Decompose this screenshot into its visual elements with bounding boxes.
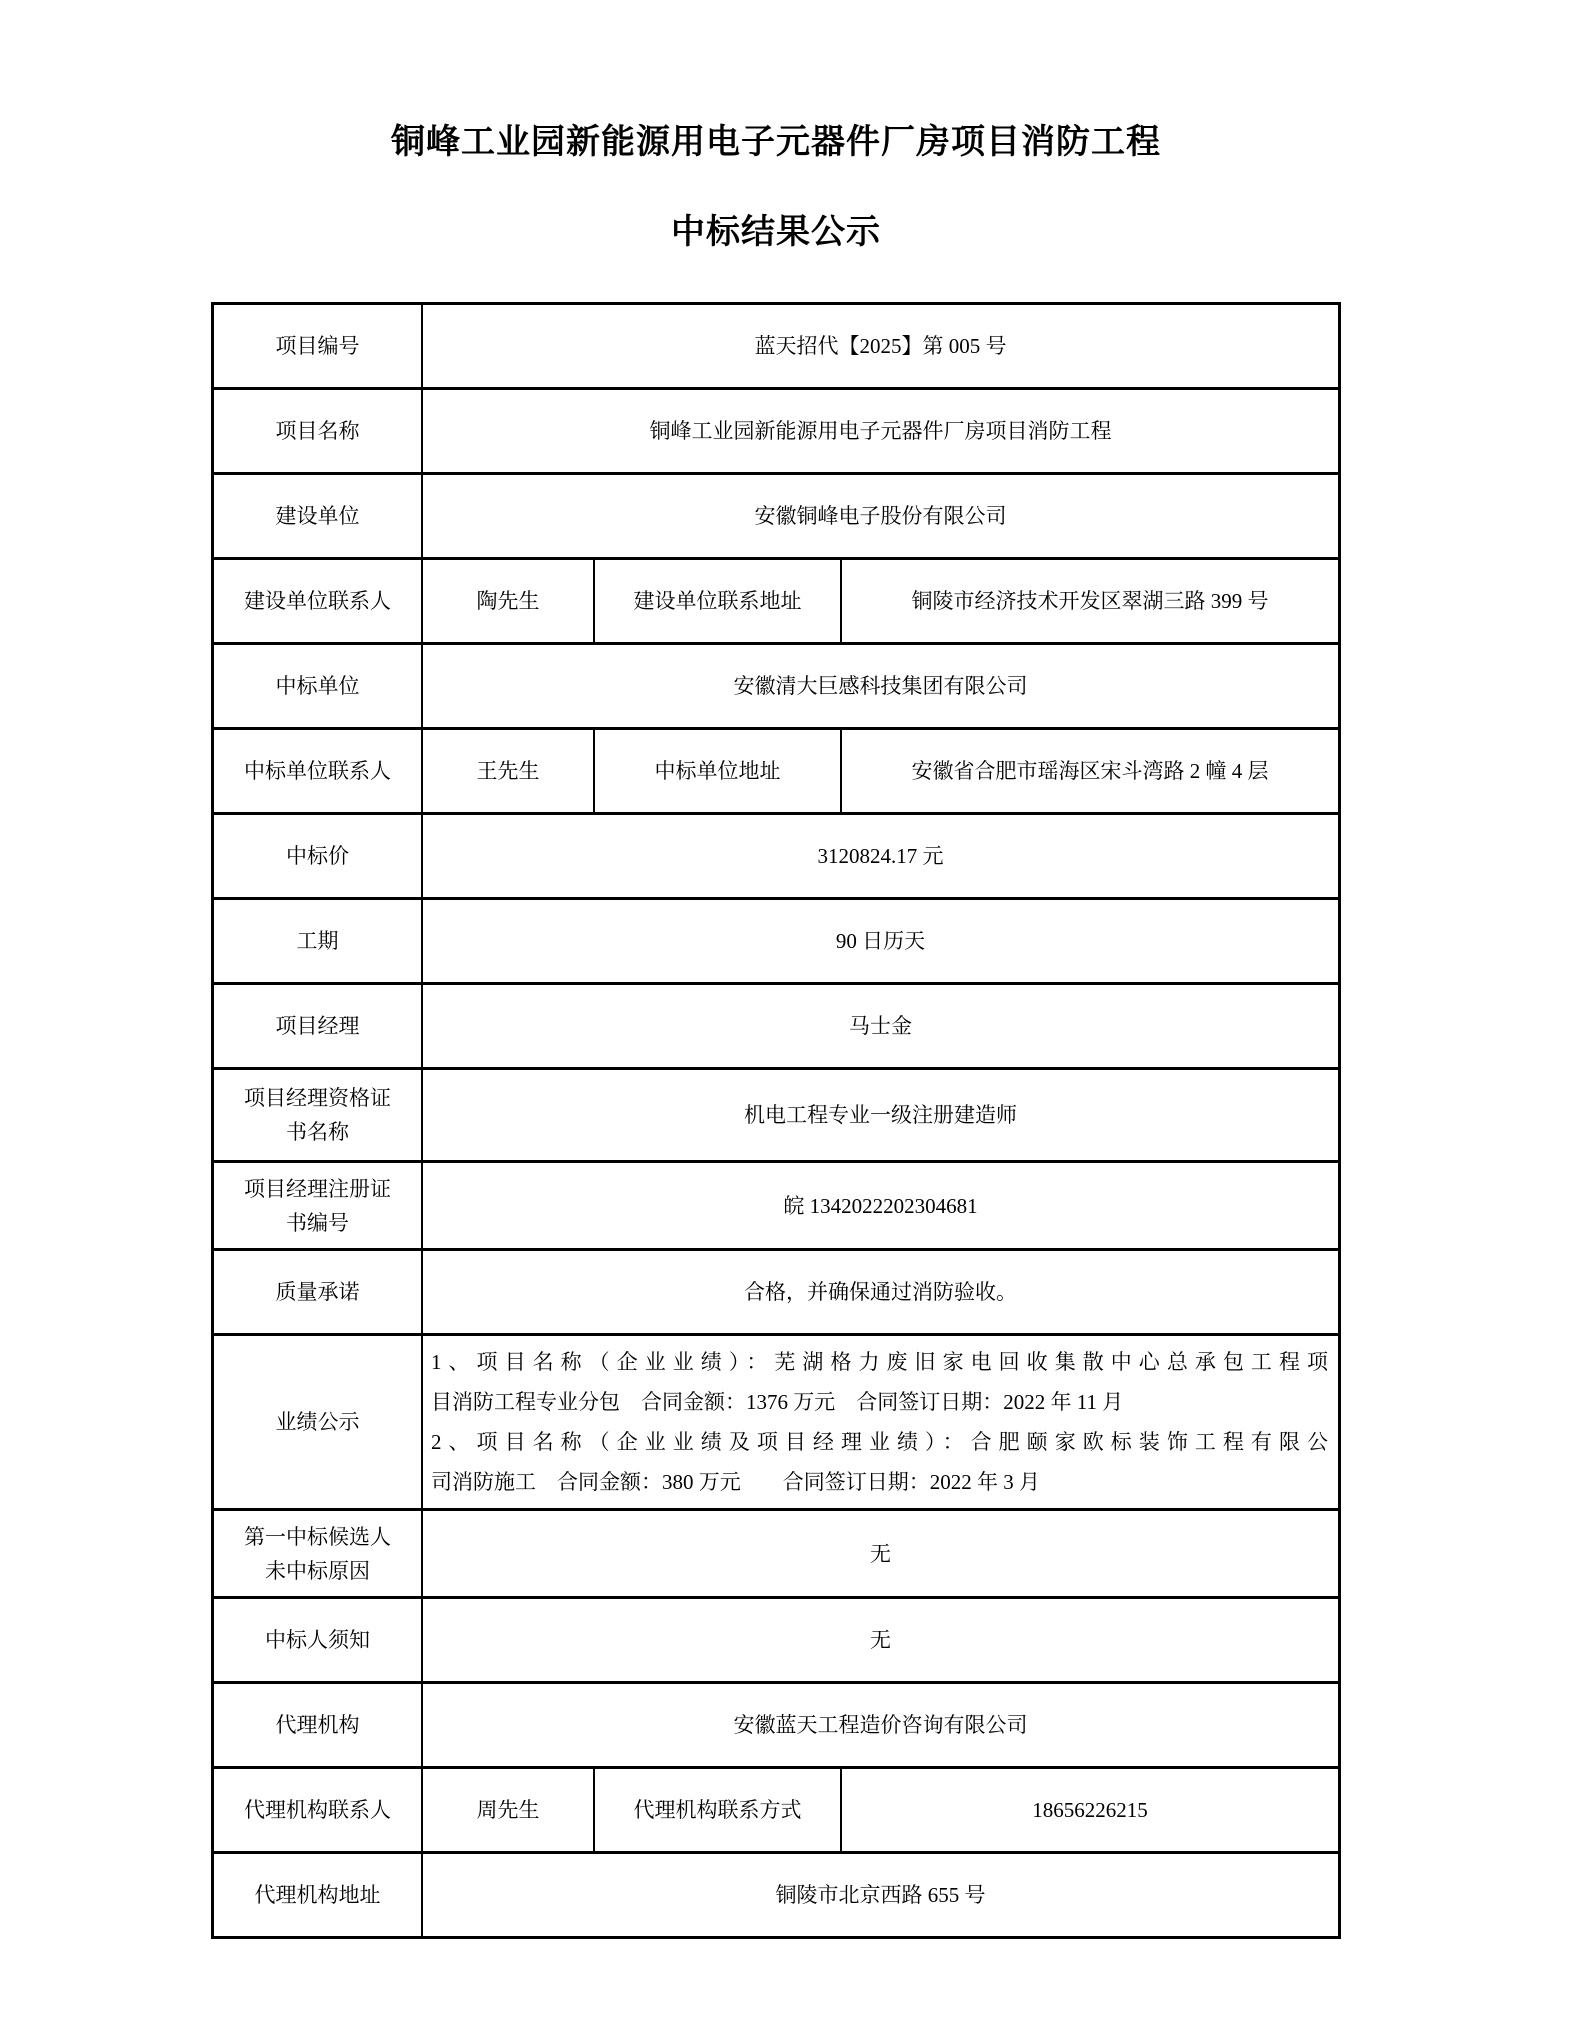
row-label: 建设单位: [275, 504, 360, 528]
row-value: 安徽清大巨感科技集团有限公司: [421, 645, 1338, 727]
row-project-name: [214, 387, 1338, 472]
performance-line: 1、项目名称（企业业绩）：芜湖格力废旧家电回收集散中心总承包工程项: [431, 1350, 1328, 1374]
row-value: 蓝天招代【2025】第 005 号: [421, 305, 1338, 387]
cert-name-value: 机电工程专业一级注册建造师: [421, 1070, 1338, 1160]
row-duration: [214, 897, 1338, 982]
row-construction-unit: [214, 472, 1338, 557]
performance-value: [421, 1336, 1338, 1508]
row-label: 第一中标候选人未中标原因: [244, 1524, 391, 1583]
contact-person: 王先生: [421, 730, 593, 812]
document-subtitle: 中标结果公示: [671, 214, 881, 251]
row-agency-contact: [214, 1766, 1338, 1851]
row-sublabel: 代理机构联系方式: [593, 1769, 840, 1851]
row-winning-contact: [214, 727, 1338, 812]
bid-result-table: [211, 302, 1341, 1939]
row-agency: [214, 1681, 1338, 1766]
performance-line: 目消防工程专业分包 合同金额：1376 万元 合同签订日期：2022 年 11 月: [431, 1390, 1124, 1414]
performance-line: 2、项目名称（企业业绩及项目经理业绩）：合肥颐家欧标装饰工程有限公: [431, 1430, 1328, 1454]
performance-line: 司消防施工 合同金额：380 万元 合同签订日期：2022 年 3 月: [431, 1470, 1040, 1494]
row-value: 无: [421, 1599, 1338, 1681]
row-label: 中标人须知: [265, 1628, 370, 1652]
document-content: [211, 0, 1341, 1939]
row-construction-contact: [214, 557, 1338, 642]
contact-person: 周先生: [421, 1769, 593, 1851]
row-manager-cert-number: [214, 1160, 1338, 1248]
row-label: 工期: [296, 929, 339, 953]
contact-address: 铜陵市经济技术开发区翠湖三路 399 号: [840, 560, 1338, 642]
row-value: 安徽铜峰电子股份有限公司: [421, 475, 1338, 557]
row-label: 项目名称: [275, 419, 360, 443]
row-bid-price: [214, 812, 1338, 897]
row-label: 代理机构联系人: [244, 1798, 391, 1822]
row-winning-unit: [214, 642, 1338, 727]
duration-value: 90 日历天: [421, 900, 1338, 982]
row-manager-cert-name: [214, 1067, 1338, 1160]
row-agency-address: [214, 1851, 1338, 1936]
row-value: 铜峰工业园新能源用电子元器件厂房项目消防工程: [421, 390, 1338, 472]
row-first-candidate-reason: [214, 1508, 1338, 1596]
agency-name: 安徽蓝天工程造价咨询有限公司: [421, 1684, 1338, 1766]
cert-number-value: 皖 1342022202304681: [421, 1163, 1338, 1248]
winning-unit-address: 安徽省合肥市瑶海区宋斗湾路 2 幢 4 层: [840, 730, 1338, 812]
row-sublabel: 建设单位联系地址: [593, 560, 840, 642]
row-label: 代理机构: [275, 1713, 360, 1737]
row-label: 项目经理注册证书编号: [244, 1176, 391, 1235]
row-label: 中标单位: [275, 674, 360, 698]
document-title: 铜峰工业园新能源用电子元器件厂房项目消防工程: [391, 124, 1161, 161]
row-value: 无: [421, 1511, 1338, 1596]
row-label: 代理机构地址: [254, 1883, 381, 1907]
row-label: 建设单位联系人: [244, 589, 391, 613]
row-performance: [214, 1333, 1338, 1508]
row-label: 中标单位联系人: [244, 759, 391, 783]
row-project-manager: [214, 982, 1338, 1067]
row-label: 业绩公示: [275, 1410, 360, 1434]
row-winner-notice: [214, 1596, 1338, 1681]
row-label: 中标价: [286, 844, 349, 868]
row-label: 项目经理资格证书名称: [244, 1086, 391, 1144]
row-label: 质量承诺: [275, 1280, 360, 1304]
row-label: 项目编号: [275, 334, 360, 358]
manager-name: 马士金: [421, 985, 1338, 1067]
row-label: 项目经理: [275, 1014, 360, 1038]
agency-phone: 18656226215: [840, 1769, 1338, 1851]
agency-address-value: 铜陵市北京西路 655 号: [421, 1854, 1338, 1936]
contact-person: 陶先生: [421, 560, 593, 642]
row-quality-commitment: [214, 1248, 1338, 1333]
row-project-number: [214, 305, 1338, 387]
bid-price-value: 3120824.17 元: [421, 815, 1338, 897]
quality-commitment-value: 合格，并确保通过消防验收。: [421, 1251, 1338, 1333]
row-sublabel: 中标单位地址: [593, 730, 840, 812]
